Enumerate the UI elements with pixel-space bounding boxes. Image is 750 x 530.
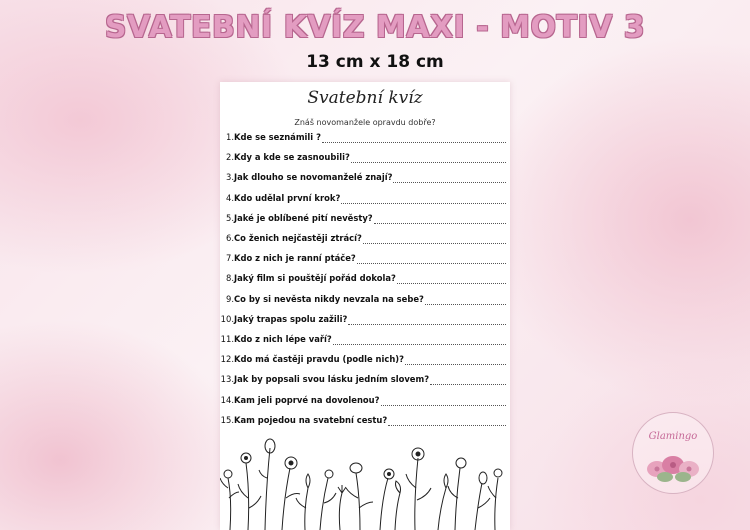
quiz-card: [220, 82, 510, 530]
question-text: Kdo z nich lépe vaří?: [234, 334, 332, 344]
question-item: [220, 314, 510, 328]
question-number: 15.: [220, 414, 234, 425]
card-subtitle: Znáš novomanžele opravdu dobře?: [294, 118, 436, 127]
question-item: [220, 294, 510, 308]
question-item: [220, 395, 510, 409]
question-item: [220, 253, 510, 267]
answer-line[interactable]: [393, 182, 506, 183]
question-item: [220, 273, 510, 287]
question-number: 9.: [226, 293, 234, 304]
question-item: [220, 213, 510, 227]
question-number: 2.: [226, 152, 234, 163]
question-item: [220, 152, 510, 166]
question-item: [220, 334, 510, 348]
question-text: Kdo udělal první krok?: [234, 192, 341, 203]
question-item: [220, 172, 510, 186]
answer-line[interactable]: [341, 203, 506, 204]
question-number: 11.: [220, 334, 234, 344]
question-text: Kdy a kde se zasnoubili?: [234, 152, 350, 163]
question-text: Jaké je oblíbené pití nevěsty?: [234, 212, 373, 223]
question-text: Kdo má častěji pravdu (podle nich)?: [234, 354, 404, 365]
answer-line[interactable]: [397, 283, 506, 284]
answer-line[interactable]: [430, 384, 506, 385]
question-number: 7.: [226, 253, 234, 264]
answer-line[interactable]: [374, 223, 506, 224]
answer-line[interactable]: [388, 425, 506, 426]
answer-line[interactable]: [357, 263, 506, 264]
answer-line[interactable]: [405, 364, 506, 365]
question-number: 14.: [220, 394, 234, 405]
question-text: Kdo z nich je ranní ptáče?: [234, 253, 356, 264]
answer-line[interactable]: [351, 162, 506, 163]
question-text: Kam jeli poprvé na dovolenou?: [234, 394, 380, 405]
question-item: [220, 233, 510, 247]
question-item: [220, 354, 510, 368]
question-number: 8.: [226, 273, 234, 284]
question-text: Jaký film si pouštějí pořád dokola?: [234, 273, 396, 284]
page-title: SVATEBNÍ KVÍZ MAXI - MOTIV 3: [104, 10, 646, 45]
question-text: Co by si nevěsta nikdy nevzala na sebe?: [234, 293, 424, 304]
question-text: Jaký trapas spolu zažili?: [234, 313, 348, 324]
brand-logo: [632, 412, 714, 494]
question-text: Jak dlouho se novomanželé znají?: [234, 172, 393, 183]
question-item: [220, 415, 510, 429]
question-text: Kam pojedou na svatební cestu?: [234, 414, 388, 425]
question-number: 1.: [226, 132, 234, 142]
answer-line[interactable]: [322, 142, 506, 143]
size-label: 13 cm x 18 cm: [306, 52, 444, 72]
question-text: Co ženich nejčastěji ztrácí?: [234, 233, 362, 243]
logo-text: Glamingo: [648, 431, 698, 442]
question-text: Kde se seznámili ?: [234, 132, 321, 142]
question-item: [220, 374, 510, 388]
question-number: 10.: [220, 313, 234, 324]
question-item: [220, 132, 510, 146]
question-number: 12.: [220, 354, 234, 365]
answer-line[interactable]: [333, 344, 506, 345]
roses-icon: [643, 447, 703, 483]
wildflower-illustration: [220, 438, 510, 530]
answer-line[interactable]: [363, 243, 506, 244]
question-number: 3.: [226, 172, 234, 183]
question-number: 4.: [226, 192, 234, 203]
answer-line[interactable]: [425, 304, 506, 305]
answer-line[interactable]: [348, 324, 506, 325]
question-text: Jak by popsali svou lásku jedním slovem?: [234, 374, 430, 385]
question-item: [220, 193, 510, 207]
question-number: 13.: [220, 374, 234, 385]
question-number: 5.: [226, 212, 234, 223]
answer-line[interactable]: [381, 405, 506, 406]
card-title: Svatební kvíz: [307, 88, 423, 108]
question-number: 6.: [226, 233, 234, 243]
